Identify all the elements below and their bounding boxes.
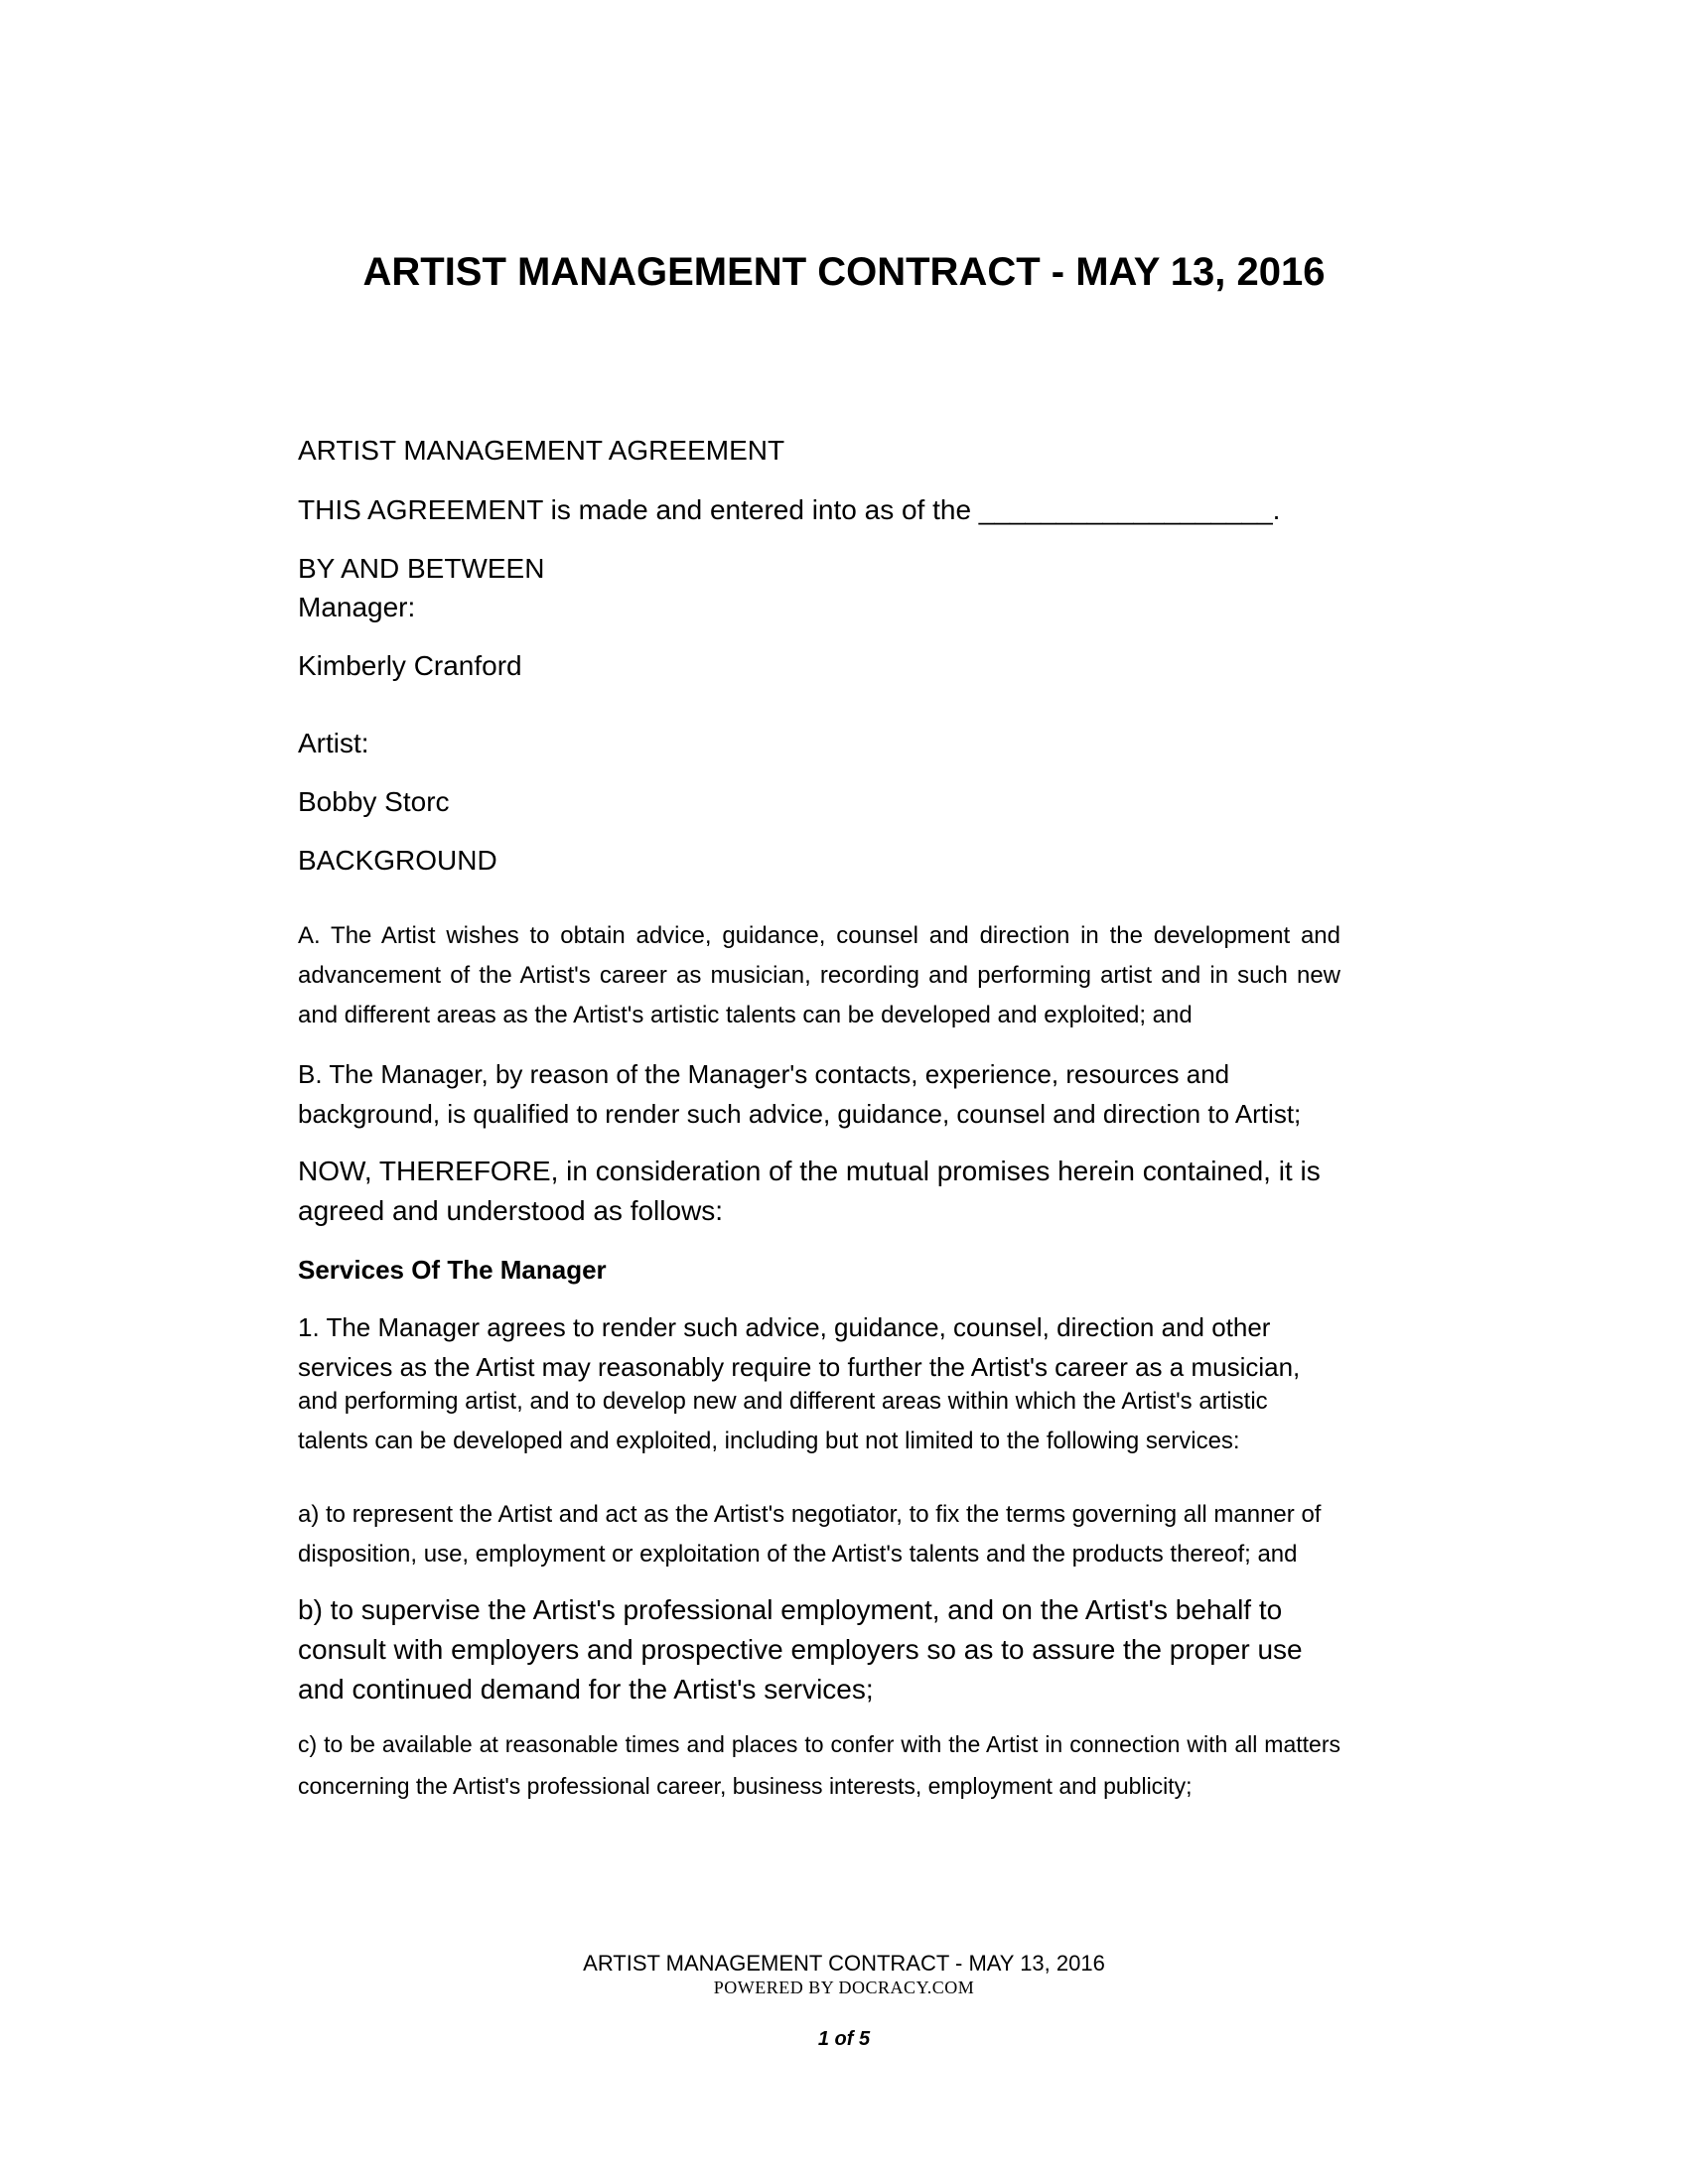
clause-1-part1: 1. The Manager agrees to render such advice, guidance, counsel, direction and other services as the Artist may reasonably require to further the Artist's career as a musician, [298, 1312, 1301, 1382]
clause-c: c) to be available at reasonable times and places to confer with the Artist in connection with all matters concerning the Artist's professional career, business interests, employment and publicity; [298, 1731, 1340, 1799]
recital-b: B. The Manager, by reason of the Manager's contacts, experience, resources and background, is qualified to render such advice, guidance, counsel and direction to Artist; [298, 1059, 1302, 1129]
now-therefore: NOW, THEREFORE, in consideration of the mutual promises herein contained, it is agreed and understood as follows: [298, 1156, 1321, 1226]
agreement-intro: THIS AGREEMENT is made and entered into as of the ___________________. [298, 494, 1281, 525]
services-heading: Services Of The Manager [298, 1255, 607, 1285]
clause-1-part2: and performing artist, and to develop new and different areas within which the Artist's artistic talents can be developed and exploited, including but not limited to the following services: [298, 1388, 1268, 1454]
background-heading: BACKGROUND [298, 845, 497, 876]
artist-name: Bobby Storc [298, 786, 450, 817]
footer-title: ARTIST MANAGEMENT CONTRACT - MAY 13, 2016 [583, 1951, 1105, 1976]
by-and-between: BY AND BETWEEN [298, 553, 545, 584]
manager-name: Kimberly Cranford [298, 650, 522, 681]
artist-label: Artist: [298, 728, 369, 758]
recital-a: A. The Artist wishes to obtain advice, guidance, counsel and direction in the development and advancement of the Artist's career as musician, recording and performing artist and in such new and different areas as the Artist's artistic talents can be developed and exploited; and [298, 922, 1340, 1028]
agreement-heading: ARTIST MANAGEMENT AGREEMENT [298, 435, 785, 466]
manager-label: Manager: [298, 592, 416, 622]
clause-a: a) to represent the Artist and act as the Artist's negotiator, to fix the terms governing all manner of disposition, use, employment or exploitation of the Artist's talents and the products thereof; and [298, 1501, 1322, 1568]
footer-powered-by: POWERED BY DOCRACY.COM [713, 1978, 975, 1997]
clause-b: b) to supervise the Artist's professional employment, and on the Artist's behalf to consult with employers and prospective employers so as to assure the proper use and continued demand for the Artist's services; [298, 1594, 1303, 1705]
page-number: 1 of 5 [817, 2028, 871, 2050]
document-title: ARTIST MANAGEMENT CONTRACT - MAY 13, 2016 [362, 250, 1326, 294]
